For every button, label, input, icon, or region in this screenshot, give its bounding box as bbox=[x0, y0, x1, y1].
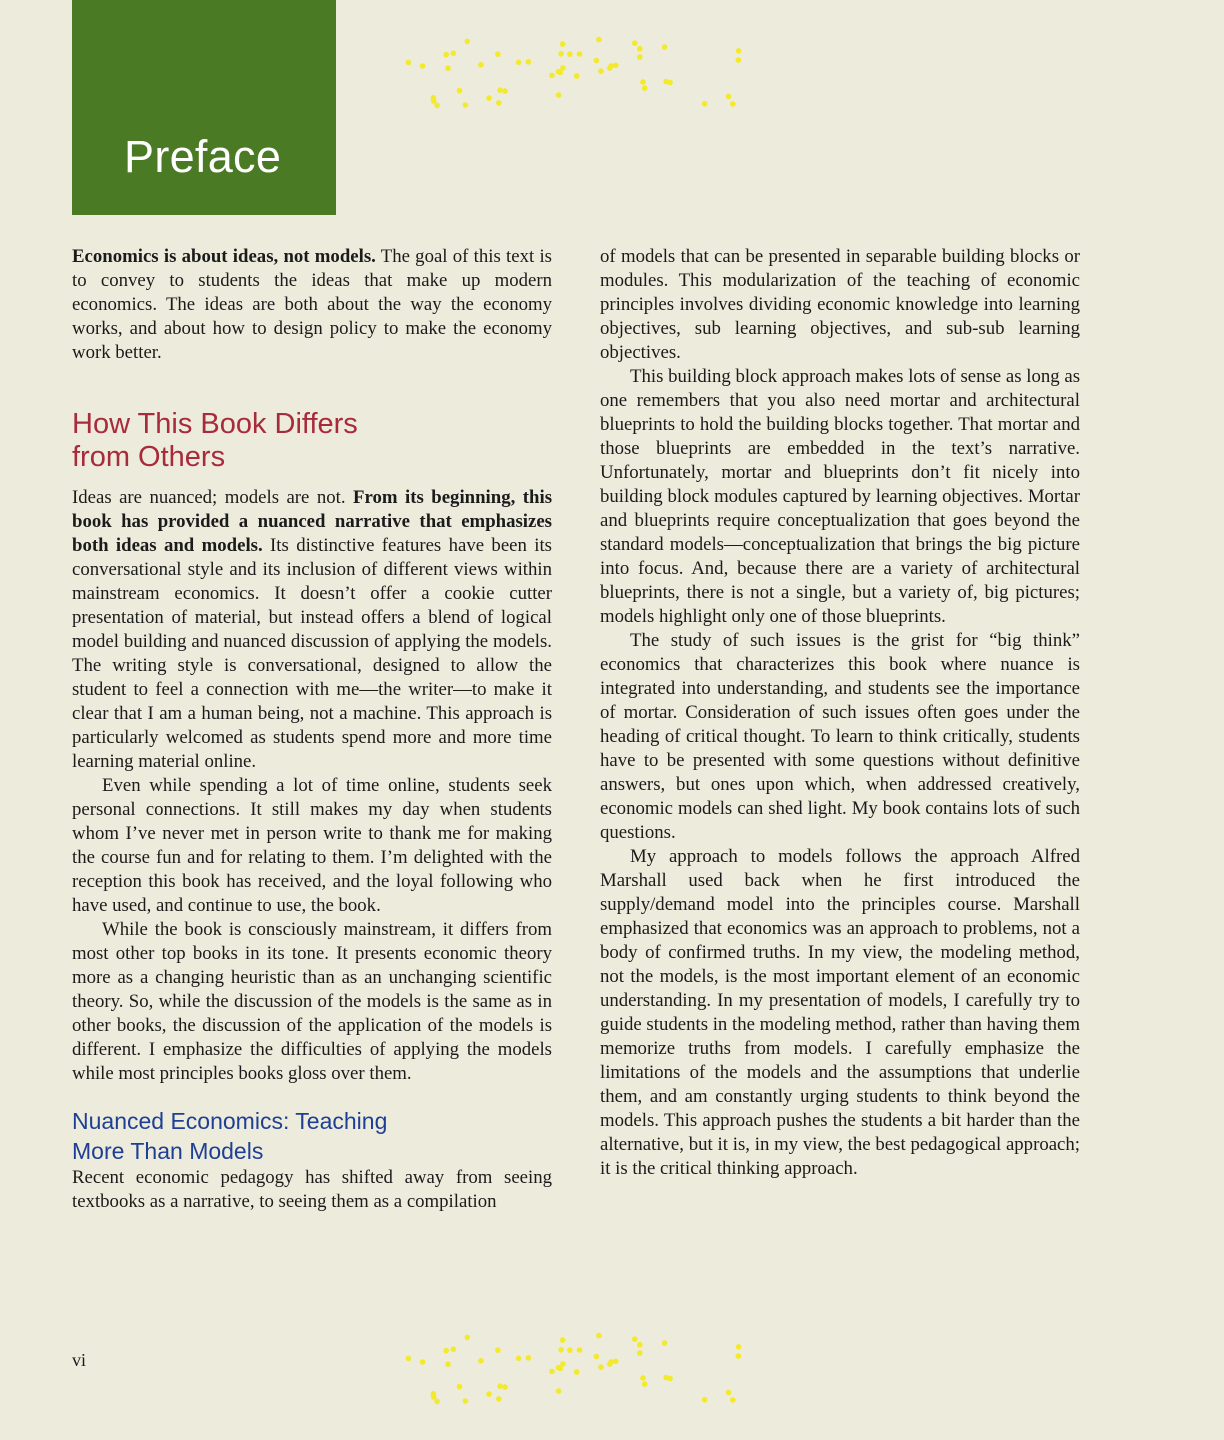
decorative-dot bbox=[486, 95, 492, 101]
decorative-dot bbox=[642, 85, 648, 91]
decorative-dot bbox=[558, 1347, 564, 1353]
decorative-dot bbox=[434, 1399, 440, 1405]
decorative-dot bbox=[567, 51, 573, 57]
decorative-dot bbox=[594, 58, 600, 64]
decorative-dot bbox=[637, 1350, 643, 1356]
decorative-dot bbox=[497, 1383, 503, 1389]
decorative-dot bbox=[496, 1396, 502, 1402]
decorative-dot bbox=[451, 1346, 457, 1352]
decorative-dot bbox=[702, 101, 708, 107]
decorative-dot bbox=[465, 1335, 471, 1341]
decorative-dot bbox=[632, 40, 638, 46]
paragraph-big-think: The study of such issues is the grist for “big think” economics that characterizes this book where nuance is integrated into understanding, and students see the importance of mortar. Consideration of such issues often goes under the heading of critical thought. To learn to think critically, students have to be presented with some questions without definitive answers, but ones upon which, when addressed creatively, economic models can shed light. My book contains lots of such questions. bbox=[600, 630, 1080, 843]
paragraph-ideas-bold: From its beginning, this book has provided a nuanced narrative that emphasizes both ideas and models. bbox=[72, 487, 552, 556]
dot-pattern-bottom-svg bbox=[400, 1330, 760, 1405]
decorative-dot bbox=[495, 1347, 501, 1353]
title-block bbox=[72, 0, 336, 215]
decorative-dot bbox=[486, 1391, 492, 1397]
decorative-dot bbox=[730, 1397, 736, 1403]
decorative-dot bbox=[445, 1361, 451, 1367]
page-number: vi bbox=[72, 1350, 87, 1370]
dot-pattern-bottom bbox=[400, 1330, 760, 1405]
intro-lead: Economics is about ideas, not models. bbox=[72, 246, 376, 267]
decorative-dot bbox=[516, 60, 522, 66]
decorative-dot bbox=[640, 1375, 646, 1381]
decorative-dot bbox=[663, 79, 669, 85]
decorative-dot bbox=[726, 1390, 732, 1396]
decorative-dot bbox=[526, 1355, 532, 1361]
decorative-dot bbox=[736, 1344, 742, 1350]
decorative-dot bbox=[434, 103, 440, 109]
dot-pattern-top bbox=[400, 34, 760, 109]
decorative-dot bbox=[420, 1359, 426, 1365]
decorative-dot bbox=[574, 1369, 580, 1375]
decorative-dot bbox=[560, 1361, 566, 1367]
decorative-dot bbox=[663, 1375, 669, 1381]
paragraph-ideas-text-a: Ideas are nuanced; models are not. bbox=[72, 487, 354, 508]
decorative-dot bbox=[662, 1340, 668, 1346]
decorative-dot bbox=[560, 65, 566, 71]
decorative-dot bbox=[556, 1365, 562, 1371]
paragraph-pedagogy: Recent economic pedagogy has shifted away from seeing textbooks as a narrative, to seeing them as a compilation bbox=[72, 1167, 552, 1212]
decorative-dot bbox=[598, 1364, 604, 1370]
decorative-dot bbox=[497, 87, 503, 93]
decorative-dot bbox=[431, 1394, 437, 1400]
decorative-dot bbox=[502, 1384, 508, 1390]
paragraph-marshall: My approach to models follows the approach Alfred Marshall used back when he first introduced the supply/demand model into the principles course. Marshall emphasized that economics was an approach to problems, not a body of confirmed truths. In my view, the modeling method, not the models, is the most important element of an economic understanding. In my presentation of models, I carefully try to guide students in the modeling method, rather than having them memorize truths from models. I carefully emphasize the limitations of the models and the assumptions that underlie them, and am constantly urging students to think beyond the models. This approach pushes the students a bit harder than the alternative, but it is, in my view, the best pedagogical approach; it is the critical thinking approach. bbox=[600, 846, 1080, 1179]
intro-text: The goal of this text is to convey to students the ideas that make up modern economics. The ideas are both about the way the economy works, and about how to design policy to make the economy work better. bbox=[72, 246, 552, 363]
decorative-dot bbox=[451, 50, 457, 56]
decorative-dot bbox=[637, 1342, 643, 1348]
section-heading-line-1: How This Book Differs bbox=[72, 408, 358, 440]
paragraph-ideas-text-b: Its distinctive features have been its conversational style and its inclusion of different views within mainstream economics. It doesn’t offer a cookie cutter presentation of material, but instead offers a blend of logical model building and nuanced discussion of applying the models. The writing style is conversational, designed to allow the student to feel a connection with me—the writer—to make it clear that I am a human being, not a machine. This approach is particularly welcomed as students spend more and more time learning material online. bbox=[72, 535, 552, 772]
paragraph-connections: Even while spending a lot of time online, students seek personal connections. It still makes my day when students whom I’ve never met in person write to thank me for making the course fun and for relating to them. I’m delighted with the reception this book has received, and the loyal following who have used, and continue to use, the book. bbox=[72, 775, 552, 916]
page-title: Preface bbox=[124, 131, 282, 182]
decorative-dot bbox=[556, 92, 562, 98]
paragraph-ideas bbox=[72, 486, 552, 774]
intro-paragraph bbox=[72, 245, 552, 365]
decorative-dot bbox=[558, 51, 564, 57]
decorative-dot bbox=[556, 1388, 562, 1394]
decorative-dot bbox=[420, 63, 426, 69]
decorative-dot bbox=[496, 100, 502, 106]
decorative-dot bbox=[736, 1353, 742, 1359]
decorative-dot bbox=[556, 69, 562, 75]
decorative-dot bbox=[613, 63, 619, 69]
decorative-dot bbox=[736, 48, 742, 54]
decorative-dot bbox=[577, 1347, 583, 1353]
decorative-dot bbox=[445, 65, 451, 71]
decorative-dot bbox=[637, 54, 643, 60]
decorative-dot bbox=[495, 51, 501, 57]
decorative-dot bbox=[577, 51, 583, 57]
decorative-dot bbox=[632, 1336, 638, 1342]
decorative-dot bbox=[574, 73, 580, 79]
subsection-heading-line-1: Nuanced Economics: Teaching bbox=[72, 1108, 388, 1134]
decorative-dot bbox=[640, 79, 646, 85]
decorative-dot bbox=[730, 101, 736, 107]
decorative-dot bbox=[567, 1347, 573, 1353]
decorative-dot bbox=[457, 1384, 463, 1390]
decorative-dot bbox=[463, 1398, 469, 1404]
decorative-dot bbox=[406, 60, 412, 66]
decorative-dot bbox=[526, 59, 532, 65]
decorative-dot bbox=[549, 1369, 555, 1375]
paragraph-modules: of models that can be presented in separable building blocks or modules. This modularization of the teaching of economic principles involves dividing economic knowledge into learning objectives, sub learning objectives, and sub-sub learning objectives. bbox=[600, 246, 1080, 363]
decorative-dot bbox=[560, 41, 566, 47]
decorative-dot bbox=[457, 88, 463, 94]
decorative-dot bbox=[443, 52, 449, 58]
decorative-dot bbox=[463, 102, 469, 108]
decorative-dot bbox=[502, 88, 508, 94]
decorative-dot bbox=[596, 37, 602, 43]
decorative-dot bbox=[549, 73, 555, 79]
decorative-dot bbox=[478, 62, 484, 68]
decorative-dot bbox=[560, 1337, 566, 1343]
decorative-dot bbox=[736, 57, 742, 63]
decorative-dot bbox=[596, 1333, 602, 1339]
section-heading-differs bbox=[72, 408, 552, 474]
decorative-dot bbox=[726, 94, 732, 100]
decorative-dot bbox=[431, 98, 437, 104]
decorative-dot bbox=[642, 1381, 648, 1387]
decorative-dot bbox=[637, 46, 643, 52]
left-column bbox=[72, 245, 552, 1214]
decorative-dot bbox=[702, 1397, 708, 1403]
right-column bbox=[600, 245, 1080, 1181]
paragraph-building-block: This building block approach makes lots of sense as long as one remembers that you also need mortar and architectural blueprints to hold the building blocks together. That mortar and those blueprints are embedded in the text’s narrative. Unfortunately, mortar and blueprints don’t fit nicely into building block modules captured by learning objectives. Mortar and blueprints require conceptualization that goes beyond the standard models—conceptualization that brings the big picture into focus. And, because there are a variety of architectural blueprints, there is not a single, but a variety of, big pictures; models highlight only one of those blueprints. bbox=[600, 366, 1080, 627]
dot-pattern-top-svg bbox=[400, 34, 760, 109]
decorative-dot bbox=[443, 1348, 449, 1354]
decorative-dot bbox=[613, 1359, 619, 1365]
decorative-dot bbox=[465, 39, 471, 45]
paragraph-mainstream: While the book is consciously mainstream, it differs from most other top books in its tone. It presents economic theory more as a changing heuristic than as an unchanging scientific theory. So, while the discussion of the models is the same as in other books, the discussion of the application of the models is different. I emphasize the difficulties of applying the models while most principles books gloss over them. bbox=[72, 919, 552, 1084]
decorative-dot bbox=[607, 65, 613, 71]
subsection-heading-nuanced bbox=[72, 1106, 552, 1166]
subsection-heading-line-2: More Than Models bbox=[72, 1138, 264, 1164]
decorative-dot bbox=[607, 1361, 613, 1367]
decorative-dot bbox=[406, 1356, 412, 1362]
decorative-dot bbox=[478, 1358, 484, 1364]
decorative-dot bbox=[662, 44, 668, 50]
section-heading-line-2: from Others bbox=[72, 441, 226, 473]
decorative-dot bbox=[594, 1354, 600, 1360]
decorative-dot bbox=[598, 68, 604, 74]
decorative-dot bbox=[516, 1356, 522, 1362]
